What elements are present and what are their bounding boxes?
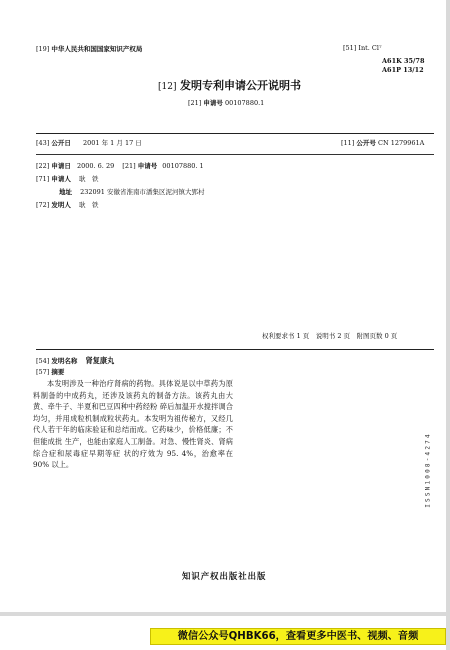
wechat-banner: 微信公众号QHBK66，查看更多中医书、视频、音频 [150, 628, 446, 645]
office-line [36, 44, 142, 53]
ipc-main: A61K 35/78 [382, 57, 425, 65]
header-app-no: 00107880.1 [225, 99, 265, 107]
page-edge-right [446, 0, 450, 650]
applicant-name: 耿 铁 [79, 175, 99, 183]
header-app-no-label: 申请号 [203, 99, 223, 107]
publication-date-line [36, 138, 142, 147]
document-type [158, 77, 301, 93]
inventor-label: 发明人 [51, 201, 71, 209]
abstract-code: [57] [36, 368, 50, 376]
inventor-line [36, 200, 99, 209]
applicant-line [36, 174, 99, 183]
publication-number-line [341, 138, 424, 147]
int-cl-code: [51] [343, 44, 357, 52]
ipc-secondary: A61P 13/12 [382, 66, 424, 74]
rule-top [36, 133, 434, 134]
invention-title: 肾复康丸 [85, 356, 115, 365]
inventor-name: 耿 铁 [79, 201, 99, 209]
int-cl-line [343, 44, 382, 52]
inventor-code: [72] [36, 201, 50, 209]
title-code: [54] [36, 357, 50, 365]
issn-vertical: ISSN1008-4274 [424, 432, 432, 508]
abstract-text: 本发明涉及一种治疗肾病的药物。具体说是以中草药为原料制备的中成药丸，还涉及该药丸的制备方法。该药丸由大黄、牵牛子、半夏和巴豆四种中药经粉 碎后加温开水搅拌调合均匀，并用成粒机制成粒状药丸。本发明为祖传秘方，又经几代人若干年的临床验证和总结而成。它药味少，价格低廉；不但能成批 生产，也能由家庭人工制备。对急、慢性肾炎、肾病综合症和尿毒症早期等症 状的疗效为 95. 4%，治愈率在 90% 以上。 [33, 379, 233, 470]
publisher: 知识产权出版社出版 [182, 571, 267, 581]
address-label: 地址 [59, 188, 72, 196]
title-label: 发明名称 [51, 357, 78, 365]
pub-date: 2001 年 1 月 17 日 [83, 139, 142, 147]
address-line [59, 187, 204, 196]
filing-date: 2000. 6. 29 [77, 162, 115, 170]
pub-no-code: [11] [341, 139, 355, 147]
applicant-code: [71] [36, 175, 50, 183]
filing-label: 申请日 [51, 162, 71, 170]
abstract-body [33, 378, 233, 471]
biblio-app-no: 00107880. 1 [162, 162, 204, 170]
pub-no: CN 1279961A [378, 139, 425, 147]
biblio-app-no-label: 申请号 [137, 162, 158, 170]
page-edge-bottom [0, 612, 450, 616]
header-app-no-code: [21] [188, 99, 202, 107]
filing-code: [22] [36, 162, 50, 170]
doc-type-title: 发明专利申请公开说明书 [179, 79, 301, 92]
filing-line [36, 161, 204, 170]
rule-third [36, 349, 434, 350]
header-application-number [188, 98, 264, 107]
pub-date-code: [43] [36, 139, 50, 147]
office-name: 中华人民共和国国家知识产权局 [51, 45, 143, 53]
abstract-heading [36, 367, 64, 376]
address-text: 232091 安徽省淮南市潘集区泥河镇大郢村 [80, 188, 205, 196]
int-cl-label: Int. Cl⁷ [358, 44, 382, 52]
invention-title-line [36, 356, 114, 366]
pub-date-label: 公开日 [51, 139, 71, 147]
doc-type-code: [12] [158, 82, 177, 92]
abstract-label: 摘要 [51, 368, 65, 376]
page-counts: 权利要求书 1 页 说明书 2 页 附图页数 0 页 [262, 332, 398, 340]
office-code: [19] [36, 45, 50, 53]
applicant-label: 申请人 [51, 175, 71, 183]
pub-no-label: 公开号 [356, 139, 376, 147]
rule-second [36, 154, 434, 155]
biblio-app-no-code: [21] [122, 162, 136, 170]
